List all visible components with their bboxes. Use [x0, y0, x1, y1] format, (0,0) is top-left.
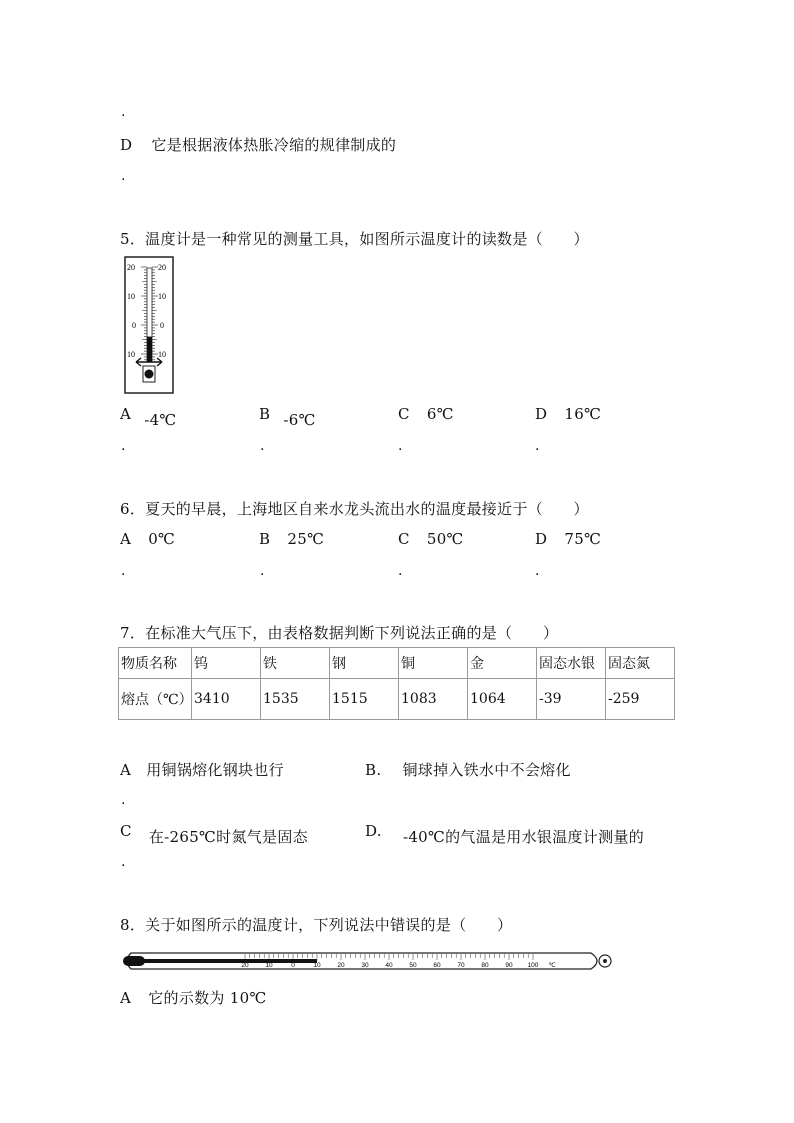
separator-dot: . [535, 438, 540, 454]
scale-label: 10 [313, 962, 321, 969]
scale-label: 80 [481, 962, 489, 969]
table-header-row [119, 648, 675, 679]
separator-dot: . [121, 563, 126, 579]
option-letter: A [120, 405, 132, 423]
q8-stem: 8．关于如图所示的温度计，下列说法中错误的是（ ） [120, 916, 513, 934]
q6-option-c [398, 530, 464, 548]
thermometer-bulb [123, 956, 145, 966]
table-row [119, 679, 675, 720]
option-letter: C [398, 405, 410, 423]
table-cell: 物质名称 [119, 648, 192, 679]
scale-label: 10 [265, 962, 273, 969]
horizontal-thermometer-figure [121, 948, 617, 974]
scale-label: 40 [385, 962, 393, 969]
option-text: -4℃ [144, 411, 177, 429]
scale-label-left: 20 [127, 263, 135, 272]
table-cell: 固态水银 [537, 648, 606, 679]
option-letter: B [259, 405, 271, 423]
liquid-column [147, 337, 152, 362]
option-letter: D [535, 405, 548, 423]
scale-label: 30 [361, 962, 369, 969]
option-text: 铜球掉入铁水中不会熔化 [402, 761, 571, 779]
q5-option-d [535, 405, 601, 423]
table-cell: 钨 [192, 648, 261, 679]
melting-point-table [118, 647, 675, 720]
separator-dot: . [398, 438, 403, 454]
table-cell: -259 [606, 679, 675, 720]
option-text: 50℃ [426, 530, 464, 548]
q7-option-d [365, 820, 644, 846]
scale-label-right: 0 [160, 321, 164, 330]
q5-option-c [398, 405, 454, 423]
separator-dot: . [535, 563, 540, 579]
thermometer-bulb [145, 370, 154, 379]
scale-label: 50 [409, 962, 417, 969]
separator-dot: . [260, 563, 265, 579]
table-cell: 1535 [261, 679, 330, 720]
separator-dot: . [398, 563, 403, 579]
option-letter: B [259, 530, 271, 548]
option-letter: A [120, 530, 132, 548]
option-letter: C [398, 530, 410, 548]
option-letter: C [120, 822, 132, 840]
table-cell: 熔点（℃） [119, 679, 192, 720]
option-text: 75℃ [564, 530, 602, 548]
scale-label-right: 10 [158, 292, 166, 301]
separator-dot: . [260, 438, 265, 454]
option-text: 用铜锅熔化钢块也行 [146, 761, 284, 779]
option-text: 它是根据液体热胀冷缩的规律制成的 [151, 136, 397, 154]
separator-dot: . [121, 104, 126, 120]
scale-label-right: 10 [158, 350, 166, 359]
scale-label: 100 [527, 962, 539, 969]
q7-stem: 7．在标准大气压下，由表格数据判断下列说法正确的是（ ） [120, 624, 559, 642]
q5-stem: 5．温度计是一种常见的测量工具，如图所示温度计的读数是（ ） [120, 230, 589, 248]
table-cell: 1083 [399, 679, 468, 720]
q5-option-a [120, 405, 177, 429]
scale-label: ℃ [548, 962, 556, 969]
option-letter: A [120, 761, 132, 779]
table-cell: 铁 [261, 648, 330, 679]
scale-label: 20 [241, 962, 249, 969]
q6-option-d [535, 530, 601, 548]
option-text: 25℃ [287, 530, 325, 548]
table-cell: 3410 [192, 679, 261, 720]
table-cell: -39 [537, 679, 606, 720]
q7-option-c [120, 820, 308, 846]
option-text: -40℃的气温是用水银温度计测量的 [402, 828, 644, 846]
option-letter: D [535, 530, 548, 548]
q6-stem: 6．夏天的早晨，上海地区自来水龙头流出水的温度最接近于（ ） [120, 500, 589, 518]
table-cell: 金 [468, 648, 537, 679]
table-cell: 1064 [468, 679, 537, 720]
q7-option-a [120, 759, 284, 780]
scale-label-right: 20 [158, 263, 166, 272]
table-cell: 钢 [330, 648, 399, 679]
option-letter: D. [365, 822, 382, 840]
option-text: 它的示数为 10℃ [148, 989, 267, 1007]
separator-dot: . [121, 168, 126, 184]
separator-dot: . [121, 438, 126, 454]
scale-label: 60 [433, 962, 441, 969]
option-text: -6℃ [283, 411, 316, 429]
scale-label: 70 [457, 962, 465, 969]
q5-option-b [259, 405, 316, 429]
q8-option-a [120, 987, 267, 1008]
scale-label: 90 [505, 962, 513, 969]
table-cell: 铜 [399, 648, 468, 679]
scale-label: 20 [337, 962, 345, 969]
scale-label-left: 0 [132, 321, 136, 330]
vertical-thermometer-figure [124, 256, 174, 394]
option-letter: B. [365, 761, 382, 779]
q6-option-b [259, 530, 324, 548]
separator-dot: . [121, 854, 126, 870]
scale-label-left: 10 [127, 292, 135, 301]
option-letter: D [120, 136, 133, 154]
table-cell: 固态氮 [606, 648, 675, 679]
scale-label: 0 [291, 962, 295, 969]
q7-option-b [365, 759, 571, 780]
option-text: 6℃ [426, 405, 454, 423]
scale-label-left: 10 [127, 350, 135, 359]
table-cell: 1515 [330, 679, 399, 720]
hanging-ring-hole [603, 959, 607, 963]
separator-dot: . [121, 792, 126, 808]
q4-option-d [120, 134, 396, 155]
option-text: 在-265℃时氮气是固态 [148, 828, 308, 846]
q6-option-a [120, 530, 175, 548]
option-text: 0℃ [148, 530, 176, 548]
option-letter: A [120, 989, 132, 1007]
option-text: 16℃ [564, 405, 602, 423]
